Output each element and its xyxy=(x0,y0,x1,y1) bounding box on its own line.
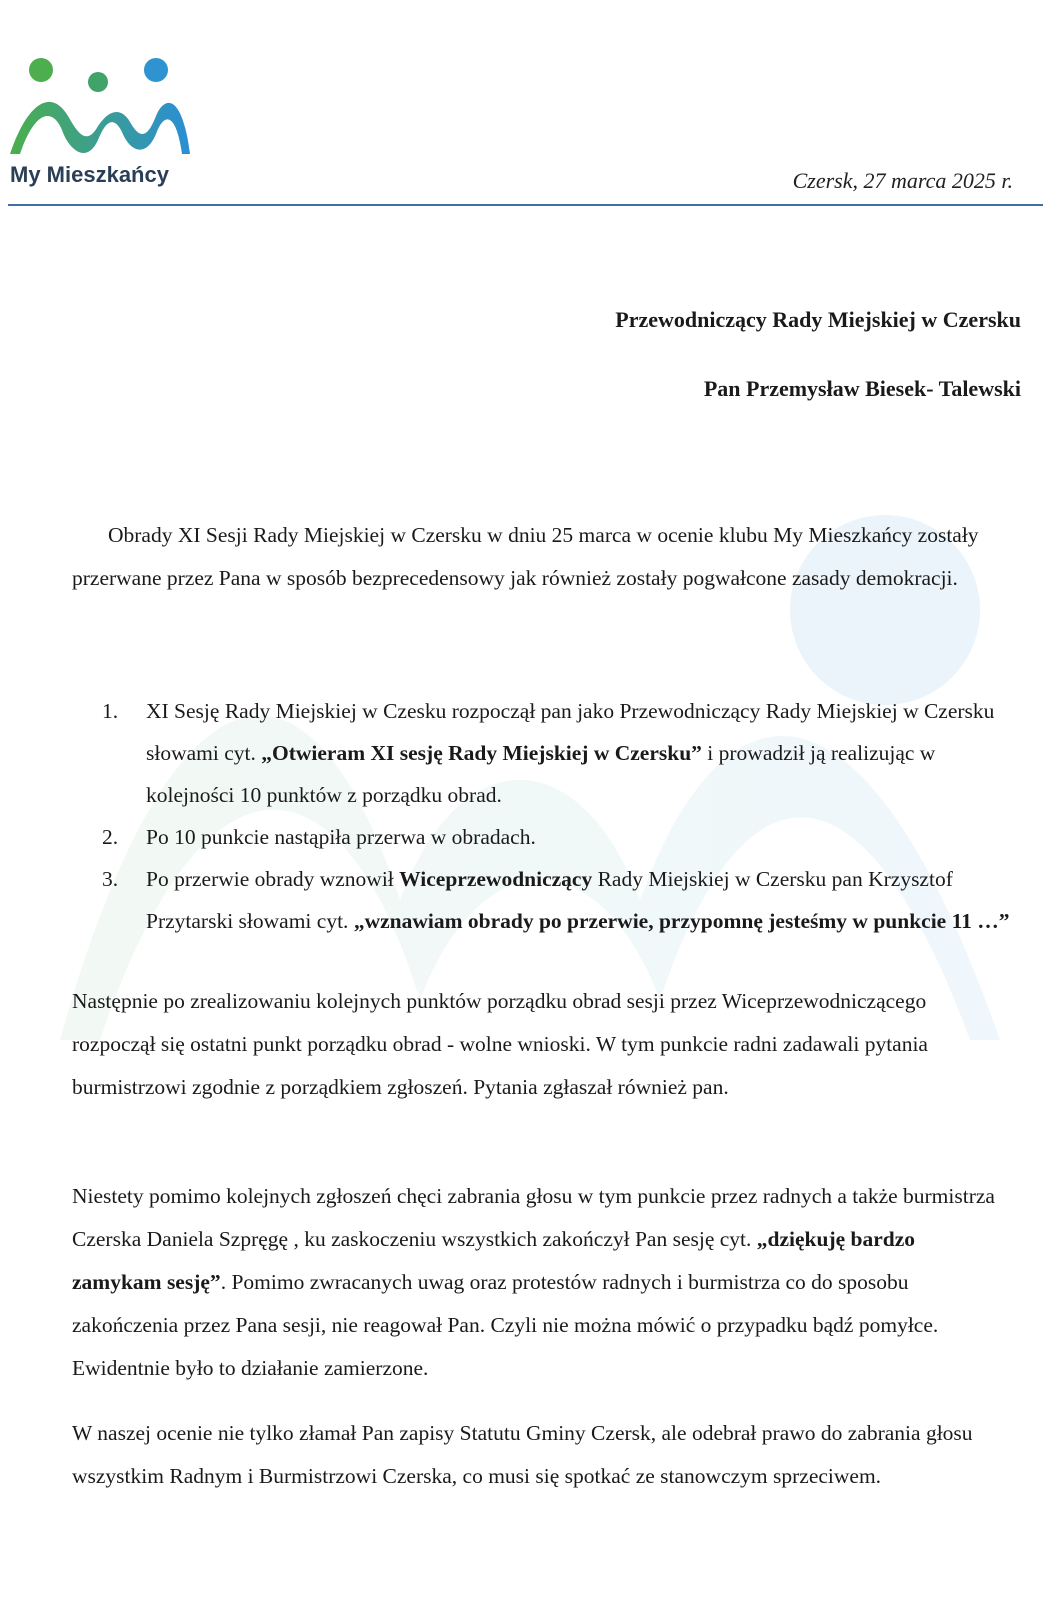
paragraph-text: . Pomimo zwracanych uwag oraz protestów radnych i burmistrza co do sposobu zakończenia przez Pana sesji, nie reagował Pan. Czyli nie można mówić o przypadku bądź pomyłce. Ewidentnie było to działanie zamierzone. xyxy=(72,1270,939,1380)
list-text: Po przerwie obrady wznowił xyxy=(146,867,400,891)
list-number: 2. xyxy=(102,825,119,849)
list-item xyxy=(72,858,1012,942)
paragraph-3 xyxy=(72,1175,1002,1390)
recipient-name: Pan Przemysław Biesek- Talewski xyxy=(703,376,1021,401)
list-number: 3. xyxy=(102,867,119,891)
paragraph-text: Niestety pomimo kolejnych zgłoszeń chęci zabrania głosu w tym punkcie przez radnych a także burmistrza Czerska Daniela Szpręgę , ku zaskoczeniu wszystkich zakończył Pan sesję cyt. xyxy=(72,1184,995,1251)
logo-text: My Mieszkańcy xyxy=(10,162,169,187)
list-text: Rady Miejskiej w Czersku pan Krzysztof Przytarski słowami cyt. xyxy=(146,867,953,933)
list-item xyxy=(72,816,1012,858)
list-text: Po 10 punkcie nastąpiła przerwa w obradach. xyxy=(146,825,536,849)
quote-bold: „dziękuję bardzo zamykam sesję” xyxy=(72,1227,916,1294)
list-text: XI Sesję Rady Miejskiej w Czesku rozpoczął pan jako Przewodniczący Rady Miejskiej w Czersku słowami cyt. xyxy=(146,699,995,765)
list-number: 1. xyxy=(102,699,119,723)
list-item xyxy=(72,690,1012,816)
list-text: i prowadził ją realizując w kolejności 10 punktów z porządku obrad. xyxy=(146,741,936,807)
events-list xyxy=(72,690,1012,942)
logo-figures-icon xyxy=(6,56,198,160)
paragraph-4: W naszej ocenie nie tylko złamał Pan zapisy Statutu Gminy Czersk, ale odebrał prawo do zabrania głosu wszystkim Radnym i Burmistrzowi Czerska, co musi się spotkać ze stanowczym sprzeciwem. xyxy=(72,1421,973,1488)
quote-bold: „wznawiam obrady po przerwie, przypomnę jesteśmy w punkcie 11 …” xyxy=(353,909,1010,933)
paragraph-2: Następnie po zrealizowaniu kolejnych punktów porządku obrad sesji przez Wiceprzewodniczącego rozpoczął się ostatni punkt porządku obrad - wolne wnioski. W tym punkcie radni zadawali pytania burmistrzowi zgodnie z porządkiem zgłoszeń. Pytania zgłaszał również pan. xyxy=(72,989,928,1099)
recipient-title: Przewodniczący Rady Miejskiej w Czersku xyxy=(615,307,1021,332)
role-bold: Wiceprzewodniczący xyxy=(399,867,593,891)
quote-bold: „Otwieram XI sesję Rady Miejskiej w Czersku” xyxy=(261,741,702,765)
intro-paragraph: Obrady XI Sesji Rady Miejskiej w Czersku w dniu 25 marca w ocenie klubu My Mieszkańcy zostały przerwane przez Pana w sposób bezprecedensowy jak również zostały pogwałcone zasady demokracji. xyxy=(72,523,979,590)
header-divider xyxy=(8,204,1043,206)
letter-date: Czersk, 27 marca 2025 r. xyxy=(792,168,1013,193)
logo xyxy=(6,56,198,196)
